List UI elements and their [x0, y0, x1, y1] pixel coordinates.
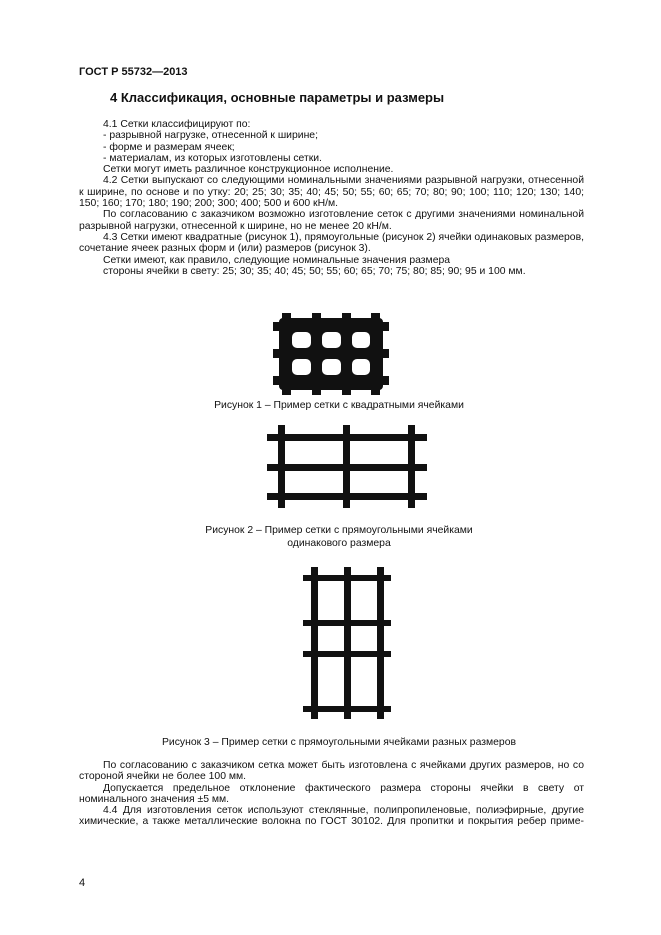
figure-1-square-mesh: [271, 313, 391, 395]
figure-2-rectangular-mesh: [267, 425, 427, 508]
list-item: - форме и размерам ячеек;: [103, 141, 235, 153]
figure-3-mixed-mesh: [301, 567, 393, 719]
figure-3-caption: Рисунок 3 – Пример сетки с прямоугольными ячейками разных размеров: [161, 737, 516, 748]
list-item: - разрывной нагрузке, отнесенной к ширине;: [103, 130, 318, 142]
paragraph: По согласованию с заказчиком сетка может быть изготовлена с ячейками других размеров, но со стороной ячейки не более 100 мм.: [79, 760, 584, 783]
list-item: - материалам, из которых изготовлены сетки.: [103, 152, 322, 164]
section-title: 4 Классификация, основные параметры и размеры: [110, 90, 445, 105]
paragraph: 4.4 Для изготовления сеток используют стеклянные, полипропиленовые, полиэфирные, другие химические, а также металлические волокна по ГОСТ 30102. Для пропитки и покрытия ребер приме-: [79, 805, 584, 828]
paragraph: 4.1 Сетки классифицируют по:: [103, 119, 251, 130]
paragraph: 4.3 Сетки имеют квадратные (рисунок 1), прямоугольные (рисунок 2) ячейки одинаковых размеров, сочетание ячеек разных форм и (или) размеров (рисунок 3).: [79, 231, 584, 255]
paragraph: стороны ячейки в свету: 25; 30; 35; 40; 45; 50; 55; 60; 65; 70; 75; 80; 85; 90; 95 и 100 мм.: [103, 265, 526, 277]
paragraph: Допускается предельное отклонение фактического размера стороны ячейки в свету от номинального значения ±5 мм.: [79, 782, 584, 805]
text-block-2: [79, 760, 584, 828]
figure-1-caption: Рисунок 1 – Пример сетки с квадратными ячейками: [214, 400, 464, 411]
text-block-1: [79, 119, 584, 277]
page-number: 4: [79, 877, 86, 889]
document-header: ГОСТ Р 55732—2013: [79, 66, 188, 78]
paragraph: По согласованию с заказчиком возможно изготовление сеток с другими значениями номинальной разрывной нагрузки, отнесенной к ширине, но не менее 20 кН/м.: [79, 209, 584, 232]
figure-2-caption-line-1: Рисунок 2 – Пример сетки с прямоугольными ячейками: [205, 525, 473, 536]
paragraph: 4.2 Сетки выпускают со следующими номинальными значениями разрывной нагрузки, отнесенной к ширине, по основе и по утку: 20; 25; 30; 35; 40; 45; 50; 55; 60; 65; 70; 80; 90; 100; 110; 120; 130; 140; 150; 160; 170; 180; 190; 200; 300; 400; 500 и 600 кН/м.: [79, 175, 584, 210]
figure-2-caption-line-2: одинакового размера: [287, 538, 391, 549]
paragraph: Сетки имеют, как правило, следующие номинальные значения размера: [103, 254, 451, 266]
paragraph: Сетки могут иметь различное конструкционное исполнение.: [103, 164, 394, 176]
